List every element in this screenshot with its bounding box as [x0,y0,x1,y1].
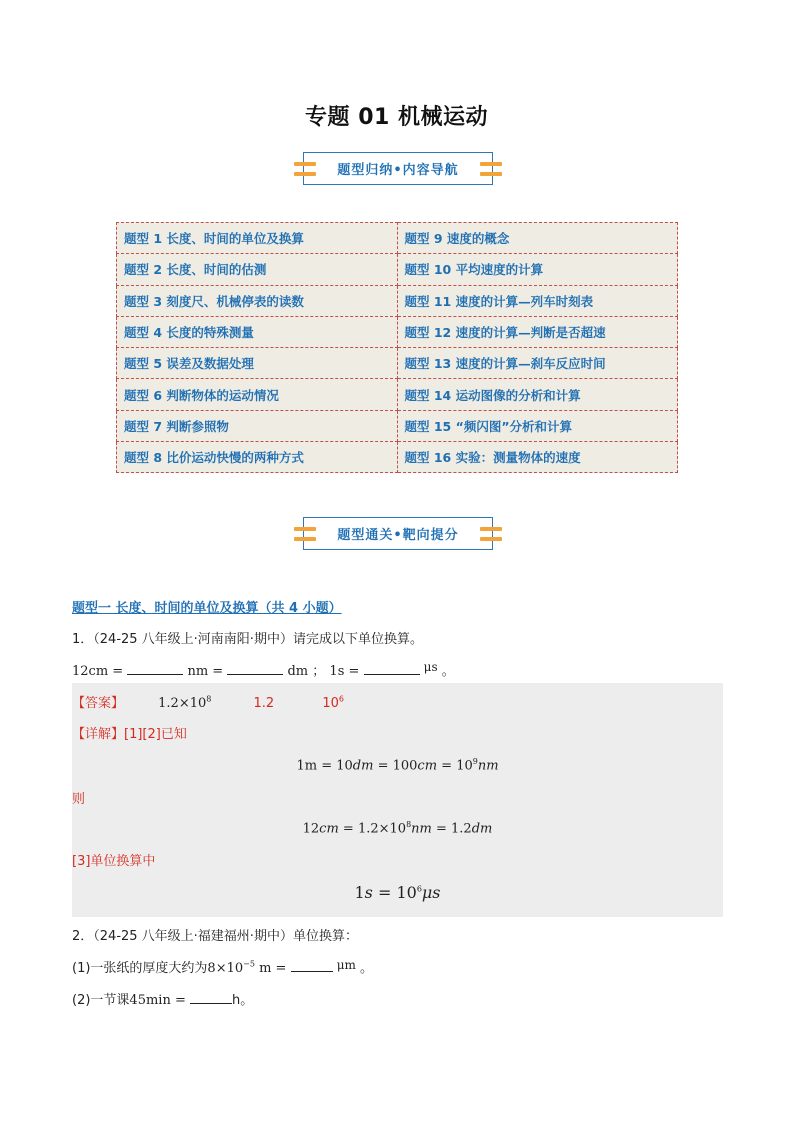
nav-item[interactable]: 题型 11 速度的计算—列车时刻表 [397,285,678,316]
q1-end: 。 [441,664,455,679]
nav-item[interactable]: 题型 2 长度、时间的估测 [117,254,398,285]
nav-item[interactable]: 题型 6 判断物体的运动情况 [117,379,398,410]
eq-text: = 1.2×10 [338,821,407,837]
eq-unit: dm [352,758,374,774]
eq-unit: nm [477,758,499,774]
nav-item[interactable]: 题型 14 运动图像的分析和计算 [397,379,678,410]
q1-unit-dm: dm ； [287,664,326,679]
nav-item[interactable]: 题型 1 长度、时间的单位及换算 [117,223,398,254]
banner-nav [303,152,493,185]
eq-unit: μs [421,883,441,902]
answer-blank[interactable] [227,662,283,675]
q1-expr-a: 12cm = [72,664,124,679]
eq-text: 1m = 10 [296,758,353,774]
answer-label: 【答案】 [72,696,125,711]
q2-p2-value: 45min = [129,993,186,1008]
nav-item[interactable]: 题型 16 实验：测量物体的速度 [397,442,678,473]
eq-text: = 100 [373,758,418,774]
equation-1 [72,757,723,773]
eq-text: = 1.2 [431,821,472,837]
nav-item[interactable]: 题型 15 “频闪图”分析和计算 [397,410,678,441]
question-2-stem: 2．（24-25 八年级上·福建福州·期中）单位换算： [72,929,358,944]
eq-unit: cm [417,758,438,774]
section-title[interactable]: 题型一 长度、时间的单位及换算（共 4 小题） [72,601,342,616]
eq-unit: cm [319,821,339,837]
banner-decoration-icon [294,162,316,176]
nav-item[interactable]: 题型 4 长度的特殊测量 [117,316,398,347]
answer-1 [158,696,211,711]
answer-blank[interactable] [364,662,420,675]
table-row [117,348,678,379]
topic-navigation-table [116,222,678,473]
q2-p1-after: μm [336,958,356,972]
answer-blank[interactable] [127,662,183,675]
eq-text: 1 [354,883,365,902]
q1-unit-us: μs [423,660,438,674]
nav-item[interactable]: 题型 10 平均速度的计算 [397,254,678,285]
answer-explanation-box [72,683,723,917]
eq-text: = 10 [372,883,417,902]
eq-unit: s [364,883,373,902]
then-label: 则 [72,792,86,807]
table-row [117,442,678,473]
answer-2: 1.2 [253,696,275,711]
question-2-part-2 [72,989,253,1008]
eq-text: 12 [302,821,320,837]
eq-unit: nm [411,821,432,837]
banner-practice [303,517,493,550]
q2-p1-value [207,961,286,976]
page-title: 专题 01 机械运动 [305,105,488,130]
table-row [117,254,678,285]
table-row [117,316,678,347]
banner-decoration-icon [480,527,502,541]
banner-decoration-icon [294,527,316,541]
banner-nav-label: 题型归纳•内容导航 [337,163,459,178]
answer-3-exponent: 6 [338,694,344,704]
nav-item[interactable]: 题型 8 比价运动快慢的两种方式 [117,442,398,473]
table-row [117,223,678,254]
question-1-stem: 1．（24-25 八年级上·河南南阳·期中）请完成以下单位换算。 [72,632,423,647]
nav-item[interactable]: 题型 12 速度的计算—判断是否超速 [397,316,678,347]
nav-item[interactable]: 题型 13 速度的计算—刹车反应时间 [397,348,678,379]
detail-row [72,723,187,742]
equation-2 [72,820,723,836]
answer-1-base: 1.2×10 [158,696,207,711]
equation-3 [72,883,723,902]
table-row [117,410,678,441]
eq-exponent: 6 [416,884,422,894]
q1-expr-b: 1s = [329,664,360,679]
q2-p1-unit: m = [254,961,287,976]
question-1-blanks [72,660,455,679]
q2-p1-text: (1)一张纸的厚度大约为 [72,961,208,976]
nav-item[interactable]: 题型 3 刻度尺、机械停表的读数 [117,285,398,316]
eq-exponent: 8 [406,820,412,829]
q2-p1-exponent: −5 [243,959,255,969]
question-2-part-1 [72,957,373,976]
step-3-label: [3]单位换算中 [72,854,156,869]
nav-item[interactable]: 题型 5 误差及数据处理 [117,348,398,379]
answer-blank[interactable] [291,959,333,972]
table-row [117,285,678,316]
q2-p2-text: (2)一节课 [72,993,130,1008]
answer-3-base: 10 [322,696,339,711]
q1-unit-nm: nm = [187,664,224,679]
q2-p1-end: 。 [360,961,374,976]
eq-exponent: 9 [472,757,478,766]
q2-p1-base: 8×10 [207,961,244,976]
banner-decoration-icon [480,162,502,176]
nav-item[interactable]: 题型 9 速度的概念 [397,223,678,254]
nav-item[interactable]: 题型 7 判断参照物 [117,410,398,441]
table-row [117,379,678,410]
answer-row [72,692,344,711]
answer-1-exponent: 8 [206,694,212,704]
q2-p2-after: h。 [232,993,254,1008]
detail-label: 【详解】 [72,727,125,742]
detail-text: [1][2]已知 [124,727,187,742]
banner-practice-label: 题型通关•靶向提分 [337,528,459,543]
eq-unit: dm [471,821,493,837]
answer-blank[interactable] [190,991,232,1004]
answer-3 [322,696,344,711]
eq-text: = 10 [437,758,473,774]
